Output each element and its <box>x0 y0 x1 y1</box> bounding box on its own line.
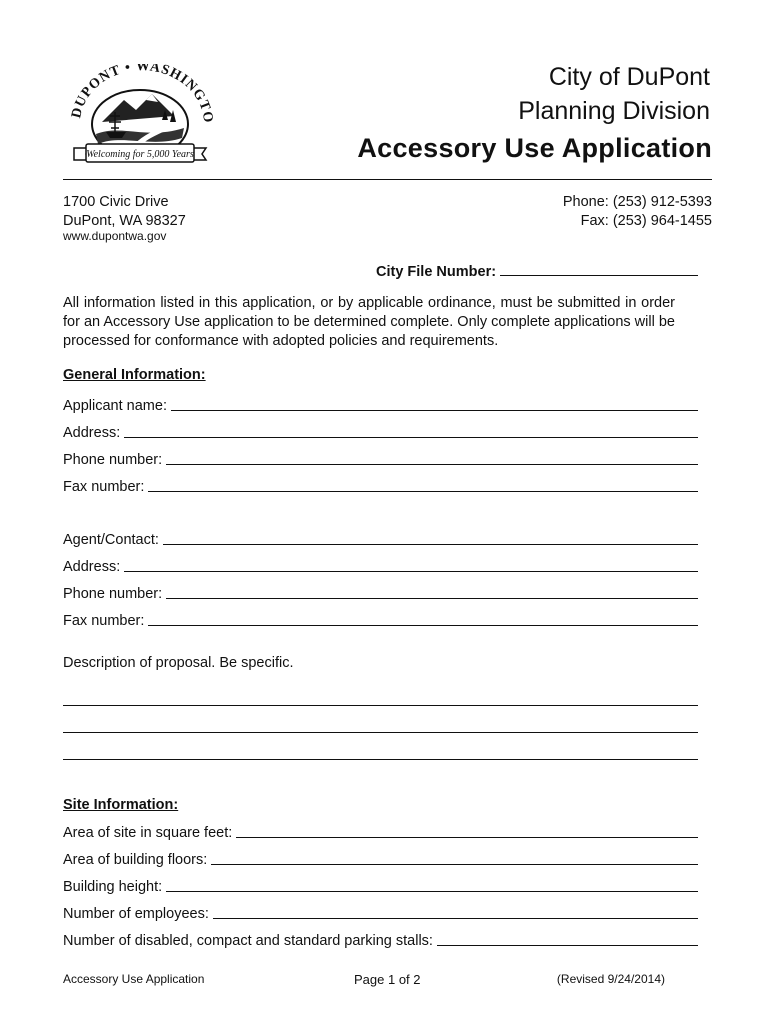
applicant-fax-field[interactable] <box>148 490 698 492</box>
employees-row <box>63 902 698 922</box>
description-line-2[interactable] <box>63 732 698 733</box>
address-block <box>63 193 186 231</box>
city-file-number-field[interactable] <box>500 261 698 276</box>
applicant-name-field[interactable] <box>171 409 698 411</box>
applicant-address-field[interactable] <box>124 436 698 438</box>
footer-page-number: Page 1 of 2 <box>354 972 421 987</box>
applicant-phone-row <box>63 448 698 468</box>
site-area-row <box>63 821 698 841</box>
applicant-fax-row <box>63 475 698 495</box>
site-area-field[interactable] <box>236 836 698 838</box>
title-city: City of DuPont <box>548 63 710 91</box>
agent-phone-label: Phone number: <box>63 586 163 602</box>
floor-area-field[interactable] <box>211 863 698 865</box>
applicant-address-label: Address: <box>63 425 121 441</box>
contact-block <box>563 193 712 231</box>
floor-area-label: Area of building floors: <box>63 852 208 868</box>
applicant-name-label: Applicant name: <box>63 398 167 414</box>
footer-doc-name: Accessory Use Application <box>63 972 205 986</box>
address-street: 1700 Civic Drive <box>63 194 169 210</box>
intro-paragraph: All information listed in this application, or by applicable ordinance, must be submitted in order for an Accessory Use application to be determined complete. Only complete applications will be processed for conformance with adopted policies and requirements. <box>63 295 675 349</box>
applicant-fax-label: Fax number: <box>63 479 145 495</box>
header-divider <box>63 179 712 180</box>
description-label: Description of proposal. Be specific. <box>63 655 294 671</box>
applicant-phone-field[interactable] <box>166 463 698 465</box>
employees-label: Number of employees: <box>63 906 209 922</box>
building-height-label: Building height: <box>63 879 163 895</box>
title-application: Accessory Use Application <box>357 133 712 163</box>
site-info-heading: Site Information: <box>63 797 179 813</box>
applicant-name-row <box>63 394 698 414</box>
building-height-row <box>63 875 698 895</box>
agent-fax-row <box>63 609 698 629</box>
svg-text:Welcoming for 5,000 Years: Welcoming for 5,000 Years <box>86 149 194 160</box>
agent-fax-label: Fax number: <box>63 613 145 629</box>
agent-address-row <box>63 555 698 575</box>
parking-field[interactable] <box>437 944 698 946</box>
agent-contact-row <box>63 528 698 548</box>
applicant-address-row <box>63 421 698 441</box>
agent-address-field[interactable] <box>124 570 698 572</box>
site-area-label: Area of site in square feet: <box>63 825 233 841</box>
city-file-number <box>376 261 698 280</box>
floor-area-row <box>63 848 698 868</box>
building-height-field[interactable] <box>166 890 698 892</box>
footer-revision: (Revised 9/24/2014) <box>556 972 665 986</box>
applicant-phone-label: Phone number: <box>63 452 163 468</box>
agent-address-label: Address: <box>63 559 121 575</box>
website-link[interactable]: www.dupontwa.gov <box>63 229 167 243</box>
svg-text:DUPONT • WASHINGTON: DUPONT • WASHINGTO <box>69 64 216 125</box>
contact-phone: Phone: (253) 912-5393 <box>562 194 712 210</box>
contact-fax: Fax: (253) 964-1455 <box>580 213 712 229</box>
description-line-1[interactable] <box>63 705 698 706</box>
city-seal-logo <box>62 64 218 168</box>
title-division: Planning Division <box>518 97 710 125</box>
agent-phone-row <box>63 582 698 602</box>
agent-contact-label: Agent/Contact: <box>63 532 159 548</box>
general-info-heading: General Information: <box>63 367 206 383</box>
parking-row <box>63 929 698 949</box>
parking-label: Number of disabled, compact and standard parking stalls: <box>63 933 433 949</box>
agent-phone-field[interactable] <box>166 597 698 599</box>
address-city: DuPont, WA 98327 <box>63 213 186 229</box>
employees-field[interactable] <box>213 917 698 919</box>
city-file-number-label: City File Number: <box>376 264 497 280</box>
description-line-3[interactable] <box>63 759 698 760</box>
agent-fax-field[interactable] <box>148 624 698 626</box>
agent-contact-field[interactable] <box>163 543 698 545</box>
